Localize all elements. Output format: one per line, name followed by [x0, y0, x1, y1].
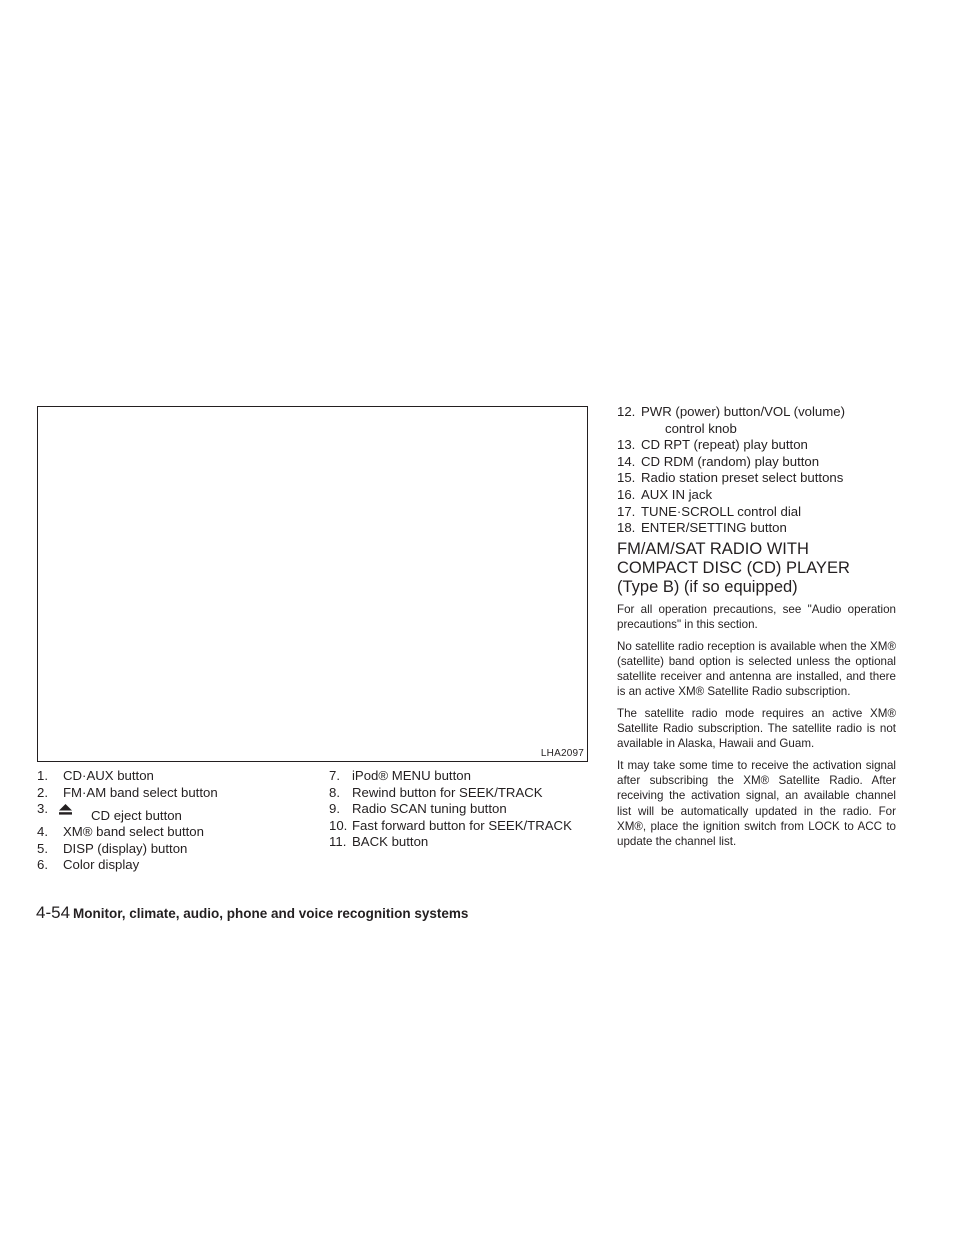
list-item: 10. Fast forward button for SEEK/TRACK — [329, 817, 572, 833]
eject-icon — [59, 804, 72, 815]
page-footer — [36, 903, 468, 923]
list-item: 17. TUNE·SCROLL control dial — [617, 503, 802, 519]
list-item: 5. DISP (display) button — [37, 840, 188, 856]
paragraph: It may take some time to receive the activation signal after subscribing the XM® Satellite Radio. After receiving the activation signal, an available channel list will be automatically updated in the radio. For XM®, place the ignition switch from LOCK to ACC to update the channel list. — [617, 758, 896, 849]
list-item: 6. Color display — [37, 857, 140, 873]
section-title: FM/AM/SAT RADIO WITH COMPACT DISC (CD) PLAYER (Type B) (if so equipped) — [617, 540, 850, 596]
list-item: 9. Radio SCAN tuning button — [329, 801, 507, 817]
chapter-title: Monitor, climate, audio, phone and voice recognition systems — [73, 906, 469, 921]
figure-code: LHA2097 — [540, 748, 584, 759]
audio-unit-figure — [37, 406, 588, 762]
paragraph: The satellite radio mode requires an active XM® Satellite Radio subscription. The satellite radio is not available in Alaska, Hawaii and Guam. — [617, 706, 896, 751]
list-item: 3. CD eject button — [37, 801, 182, 824]
list-item: 14. CD RDM (random) play button — [617, 453, 820, 469]
list-item: 15. Radio station preset select buttons — [617, 470, 844, 486]
list-item: 4. XM® band select button — [37, 824, 204, 840]
page-number: 4-54 — [36, 903, 71, 922]
list-item: 16. AUX IN jack — [617, 486, 713, 502]
paragraph: For all operation precautions, see "Audio operation precautions" in this section. — [617, 603, 896, 632]
item-list-middle — [329, 768, 572, 851]
list-item: 8. Rewind button for SEEK/TRACK — [329, 784, 543, 800]
item-list-left — [37, 768, 218, 874]
item-list-right — [617, 404, 845, 537]
list-item: 12. PWR (power) button/VOL (volume) control knob — [617, 404, 845, 436]
list-item: 2. FM·AM band select button — [37, 784, 218, 800]
section-body — [617, 602, 896, 855]
list-item: 11. BACK button — [329, 834, 429, 850]
list-item: 1. CD·AUX button — [37, 768, 154, 783]
list-item: 18. ENTER/SETTING button — [617, 520, 787, 536]
list-item: 13. CD RPT (repeat) play button — [617, 437, 808, 453]
paragraph: No satellite radio reception is available when the XM® (satellite) band option is selected unless the optional satellite receiver and antenna are installed, and there is an active XM® Satellite Radio subscription. — [617, 639, 896, 699]
list-item: 7. iPod® MENU button — [329, 768, 471, 783]
